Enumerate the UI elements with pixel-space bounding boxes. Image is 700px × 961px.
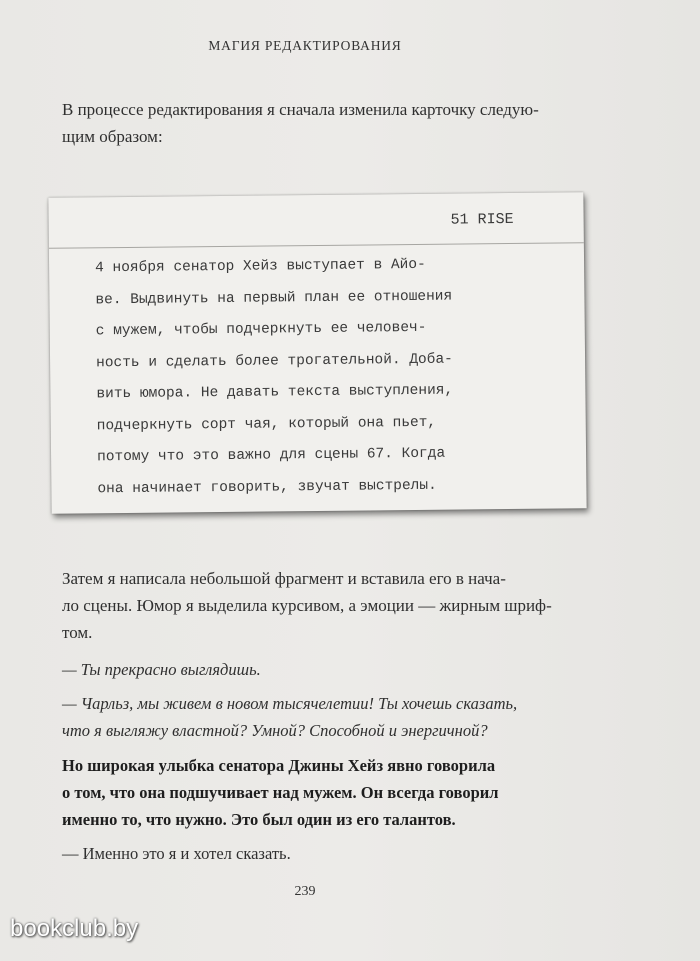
intro-line: щим образом:	[62, 127, 163, 146]
running-head: МАГИЯ РЕДАКТИРОВАНИЯ	[208, 38, 402, 53]
bold-line: о том, что она подшучивает над мужем. Он всегда говорил	[62, 783, 499, 802]
dialog-line-4: — Именно это я и хотел сказать.	[62, 844, 291, 863]
card-text	[95, 249, 558, 506]
then-paragraph	[62, 565, 587, 646]
card-line: потому что это важно для сцены 67. Когда	[96, 445, 446, 466]
intro-line: В процессе редактирования я сначала изменила карточку следую-	[62, 100, 539, 119]
bold-line: именно то, что нужно. Это был один из его талантов.	[62, 810, 456, 829]
card-line: ность и сделать более трогательной. Доба-	[96, 351, 453, 371]
card-line: она начинает говорить, звучат выстрелы.	[97, 477, 437, 497]
dialog-line-1: — Ты прекрасно выглядишь.	[62, 660, 261, 679]
then-line: Затем я написала небольшой фрагмент и вставила его в нача-	[62, 569, 506, 588]
bold-line: Но широкая улыбка сенатора Джины Хейз явно говорила	[62, 756, 496, 775]
then-line: ло сцены. Юмор я выделила курсивом, а эмоции — жирным шриф-	[62, 596, 552, 615]
index-card	[48, 192, 586, 514]
dialog-2-line: — Чарльз, мы живем в новом тысячелетии! Ты хочешь сказать,	[62, 694, 518, 713]
card-header-rule	[49, 242, 584, 249]
page-number: 239	[294, 884, 316, 899]
card-id: 51 RISE	[450, 210, 514, 229]
watermark: bookclub.by	[10, 915, 139, 942]
then-line: том.	[62, 623, 93, 642]
dialog-line-2	[62, 690, 587, 744]
card-line: с мужем, чтобы подчеркнуть ее человеч-	[95, 319, 427, 340]
bold-emotion-paragraph	[62, 752, 587, 833]
card-line: 4 ноября сенатор Хейз выступает в Айо-	[95, 256, 426, 277]
card-line: ве. Выдвинуть на первый план ее отношения	[95, 288, 453, 308]
card-line: подчеркнуть сорт чая, который она пьет,	[96, 414, 437, 434]
card-line: вить юмора. Не давать текста выступления,	[96, 382, 454, 403]
intro-paragraph	[62, 96, 587, 150]
dialog-2-line: что я выгляжу властной? Умной? Способной и энергичной?	[62, 721, 488, 740]
